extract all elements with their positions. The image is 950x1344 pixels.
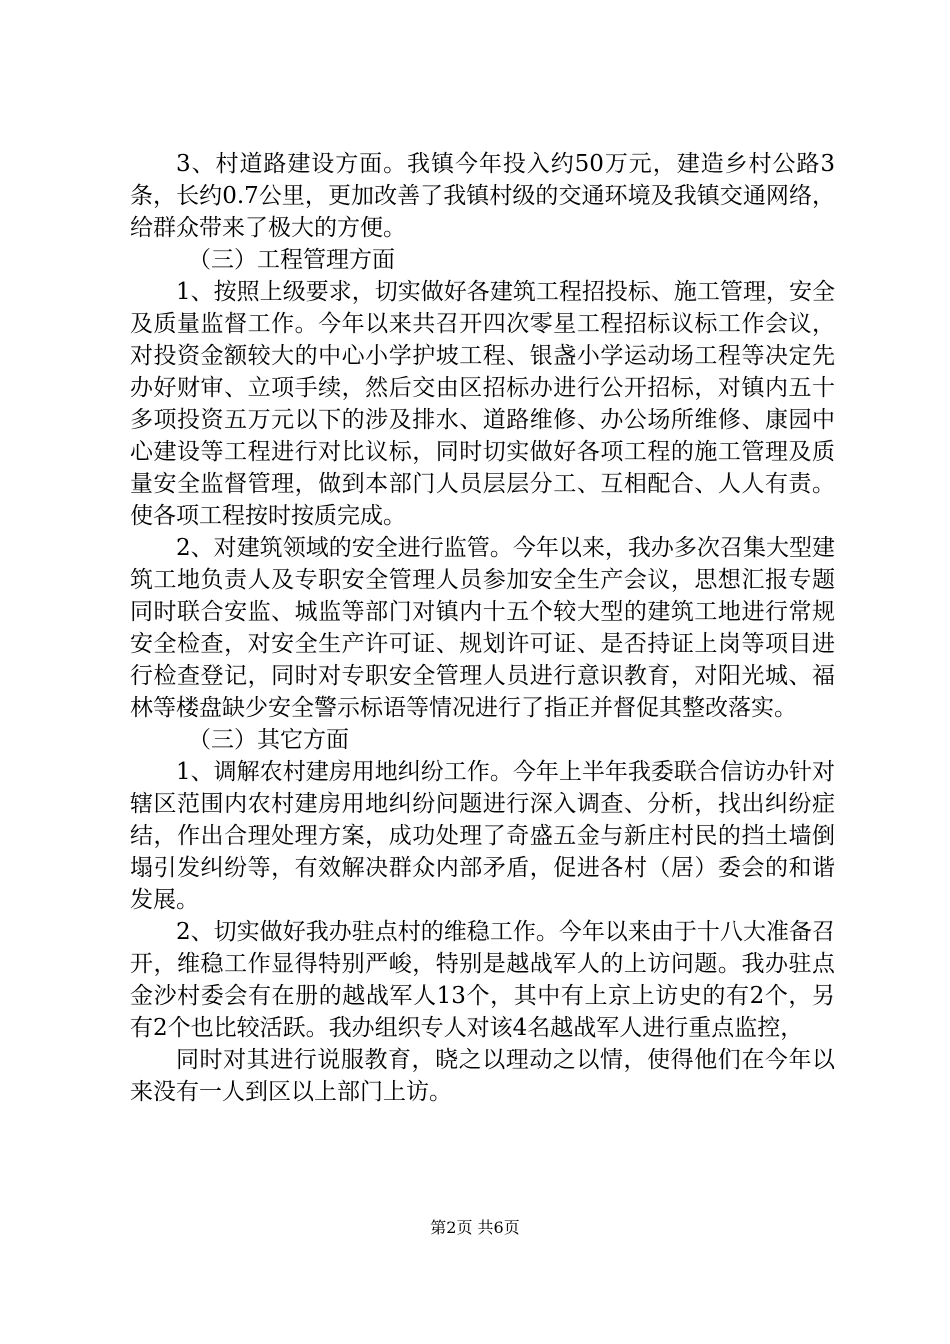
paragraph-safety-supervision: 2、对建筑领域的安全进行监管。今年以来，我办多次召集大型建筑工地负责人及专职安全管理人员参加安全生产会议，思想汇报专题同时联合安监、城监等部门对镇内十五个较大型的建筑工地进行常规安全检查，对安全生产许可证、规划许可证、是否持证上岗等项目进行检查登记，同时对专职安全管理人员进行意识教育，对阳光城、福林等楼盘缺少安全警示标语等情况进行了指正并督促其整改落实。 [130,535,835,721]
paragraph-persuasion-education: 同时对其进行说服教育，晓之以理动之以情，使得他们在今年以来没有一人到区以上部门上访。 [130,1047,835,1105]
page-footer: 第2页 共6页 [430,1218,520,1237]
section-heading-engineering-management: （三）工程管理方面 [188,247,395,273]
document-body [130,148,835,1108]
paragraph-land-disputes: 1、调解农村建房用地纠纷工作。今年上半年我委联合信访办针对辖区范围内农村建房用地纠纷问题进行深入调查、分析，找出纠纷症结，作出合理处理方案，成功处理了奇盛五金与新庄村民的挡土墙倒塌引发纠纷等，有效解决群众内部矛盾，促进各村（居）委会的和谐发展。 [130,759,835,913]
section-heading-other-aspects: （三）其它方面 [188,727,349,753]
paragraph-stability-work: 2、切实做好我办驻点村的维稳工作。今年以来由于十八大准备召开，维稳工作显得特别严峻，特别是越战军人的上访问题。我办驻点金沙村委会有在册的越战军人13个，其中有上京上访史的有2个，另有2个也比较活跃。我办组织专人对该4名越战军人进行重点监控， [130,919,835,1041]
paragraph-road-construction: 3、村道路建设方面。我镇今年投入约50万元，建造乡村公路3条，长约0.7公里，更加改善了我镇村级的交通环境及我镇交通网络，给群众带来了极大的方便。 [130,151,835,241]
paragraph-bidding-management: 1、按照上级要求，切实做好各建筑工程招投标、施工管理，安全及质量监督工作。今年以来共召开四次零星工程招标议标工作会议，对投资金额较大的中心小学护坡工程、银盏小学运动场工程等决定先办好财审、立项手续，然后交由区招标办进行公开招标，对镇内五十多项投资五万元以下的涉及排水、道路维修、办公场所维修、康园中心建设等工程进行对比议标，同时切实做好各项工程的施工管理及质量安全监督管理，做到本部门人员层层分工、互相配合、人人有责。使各项工程按时按质完成。 [130,279,835,529]
